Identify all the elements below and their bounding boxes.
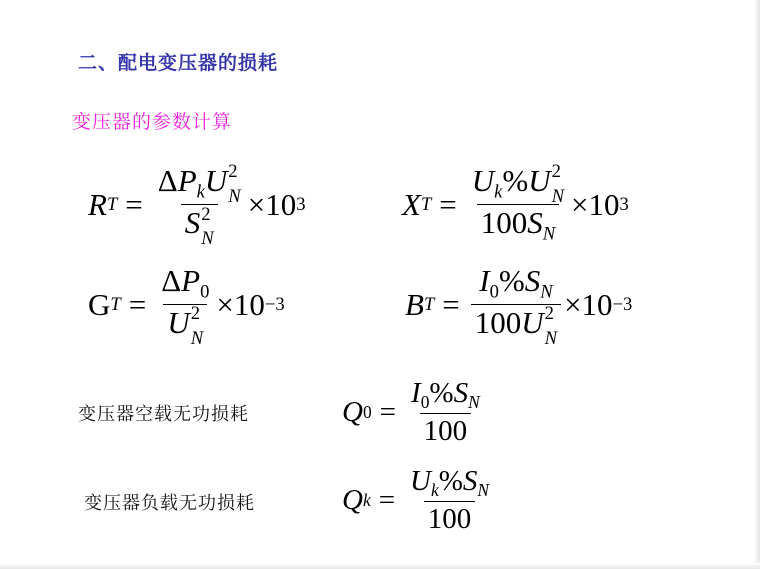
ten: 10 [588,186,620,222]
sub-n: N [468,392,480,413]
sup-sub [551,161,565,207]
sub-t: T [423,293,435,315]
symbol-p: P [181,263,201,298]
sub-k: k [196,181,205,203]
sup-sub [544,303,558,349]
exponent: 3 [296,193,306,215]
times-sign: × [247,186,266,222]
times-sign: × [216,286,234,322]
exponent: −3 [264,293,285,315]
sub-0: 0 [200,281,210,303]
sub-n: N [542,223,556,245]
hundred: 100 [480,205,528,241]
delta-symbol: Δ [157,163,178,198]
exponent: 3 [619,193,629,215]
sub-k: k [431,480,439,501]
sup-2: 2 [201,203,211,225]
equals-sign: = [125,186,143,222]
sup-2: 2 [190,303,201,325]
symbol-u: U [471,163,495,198]
hundred: 100 [423,415,468,448]
label-load-reactive-loss: 变压器负载无功损耗 [84,493,255,514]
symbol-u: U [204,163,228,198]
percent-sign: % [438,465,463,497]
equals-sign: = [378,483,396,516]
symbol-p: P [177,163,197,198]
formula-susceptance [405,263,633,349]
equals-sign: = [439,186,457,222]
numerator [475,265,556,304]
symbol-u: U [167,305,190,341]
symbol-s: S [453,377,469,409]
sub-k: k [494,181,503,203]
sub-t: T [110,293,121,315]
symbol-u: U [521,305,544,341]
formula-no-load-reactive-loss [342,378,487,447]
sup-2: 2 [228,161,238,183]
symbol-q: Q [342,483,363,516]
numerator [157,265,213,304]
equals-sign: = [128,286,147,322]
numerator [406,466,493,501]
slide-edge-shadow [754,0,760,569]
fraction [157,263,213,349]
symbol-b: B [405,286,424,322]
sub-n: N [540,281,553,303]
page-title: 二、配电变压器的损耗 [78,52,279,74]
sub-0: 0 [489,281,499,303]
symbol-g: G [88,286,111,322]
percent-sign: % [502,163,529,198]
times-sign: × [564,286,582,322]
exponent: −3 [612,293,633,315]
denominator [477,204,559,244]
sub-n: N [544,327,558,349]
symbol-u: U [410,465,431,497]
formula-reactance [402,161,629,245]
sub-t: T [420,193,432,215]
symbol-s: S [462,465,478,497]
numerator [154,161,245,207]
denominator [424,501,476,534]
denominator [181,203,218,250]
sub-k: k [362,489,371,510]
sub-n: N [201,228,214,250]
symbol-x: X [402,186,421,222]
ten: 10 [581,286,613,322]
fraction [154,161,245,250]
denominator [471,303,561,349]
equals-sign: = [442,286,460,322]
times-sign: × [571,186,589,222]
sub-0: 0 [362,401,372,422]
sup-2: 2 [544,303,554,325]
formula-resistance [88,161,306,250]
ten: 10 [233,286,265,322]
fraction [471,263,561,349]
symbol-i: I [479,263,490,298]
symbol-s: S [524,263,541,298]
sup-sub [201,203,214,250]
ten: 10 [265,186,297,222]
fraction [407,378,484,447]
symbol-s: S [527,205,543,241]
sub-n: N [477,480,490,501]
hundred: 100 [427,503,472,536]
sup-sub [228,161,241,207]
formula-conductance [88,263,285,349]
sub-n: N [551,185,565,207]
fraction [468,161,568,245]
denominator [420,413,472,446]
hundred: 100 [474,305,522,341]
percent-sign: % [498,263,525,298]
slide-edge-shadow [0,563,760,569]
numerator [468,161,568,207]
denominator [163,303,207,349]
label-no-load-reactive-loss: 变压器空载无功损耗 [78,404,249,425]
formula-load-reactive-loss [342,466,496,535]
numerator [407,378,484,413]
sub-n: N [190,327,204,349]
sup-2: 2 [551,161,561,183]
sub-0: 0 [420,392,430,413]
symbol-q: Q [342,395,363,428]
section-subtitle: 变压器的参数计算 [72,111,233,133]
symbol-r: R [88,186,107,222]
fraction [406,466,493,535]
symbol-u: U [528,163,551,198]
symbol-i: I [411,377,421,409]
sub-n: N [228,185,241,207]
symbol-s: S [184,205,201,241]
percent-sign: % [429,377,454,409]
sup-sub [190,303,204,349]
sub-t: T [106,193,118,215]
delta-symbol: Δ [161,263,182,298]
equals-sign: = [379,395,397,428]
